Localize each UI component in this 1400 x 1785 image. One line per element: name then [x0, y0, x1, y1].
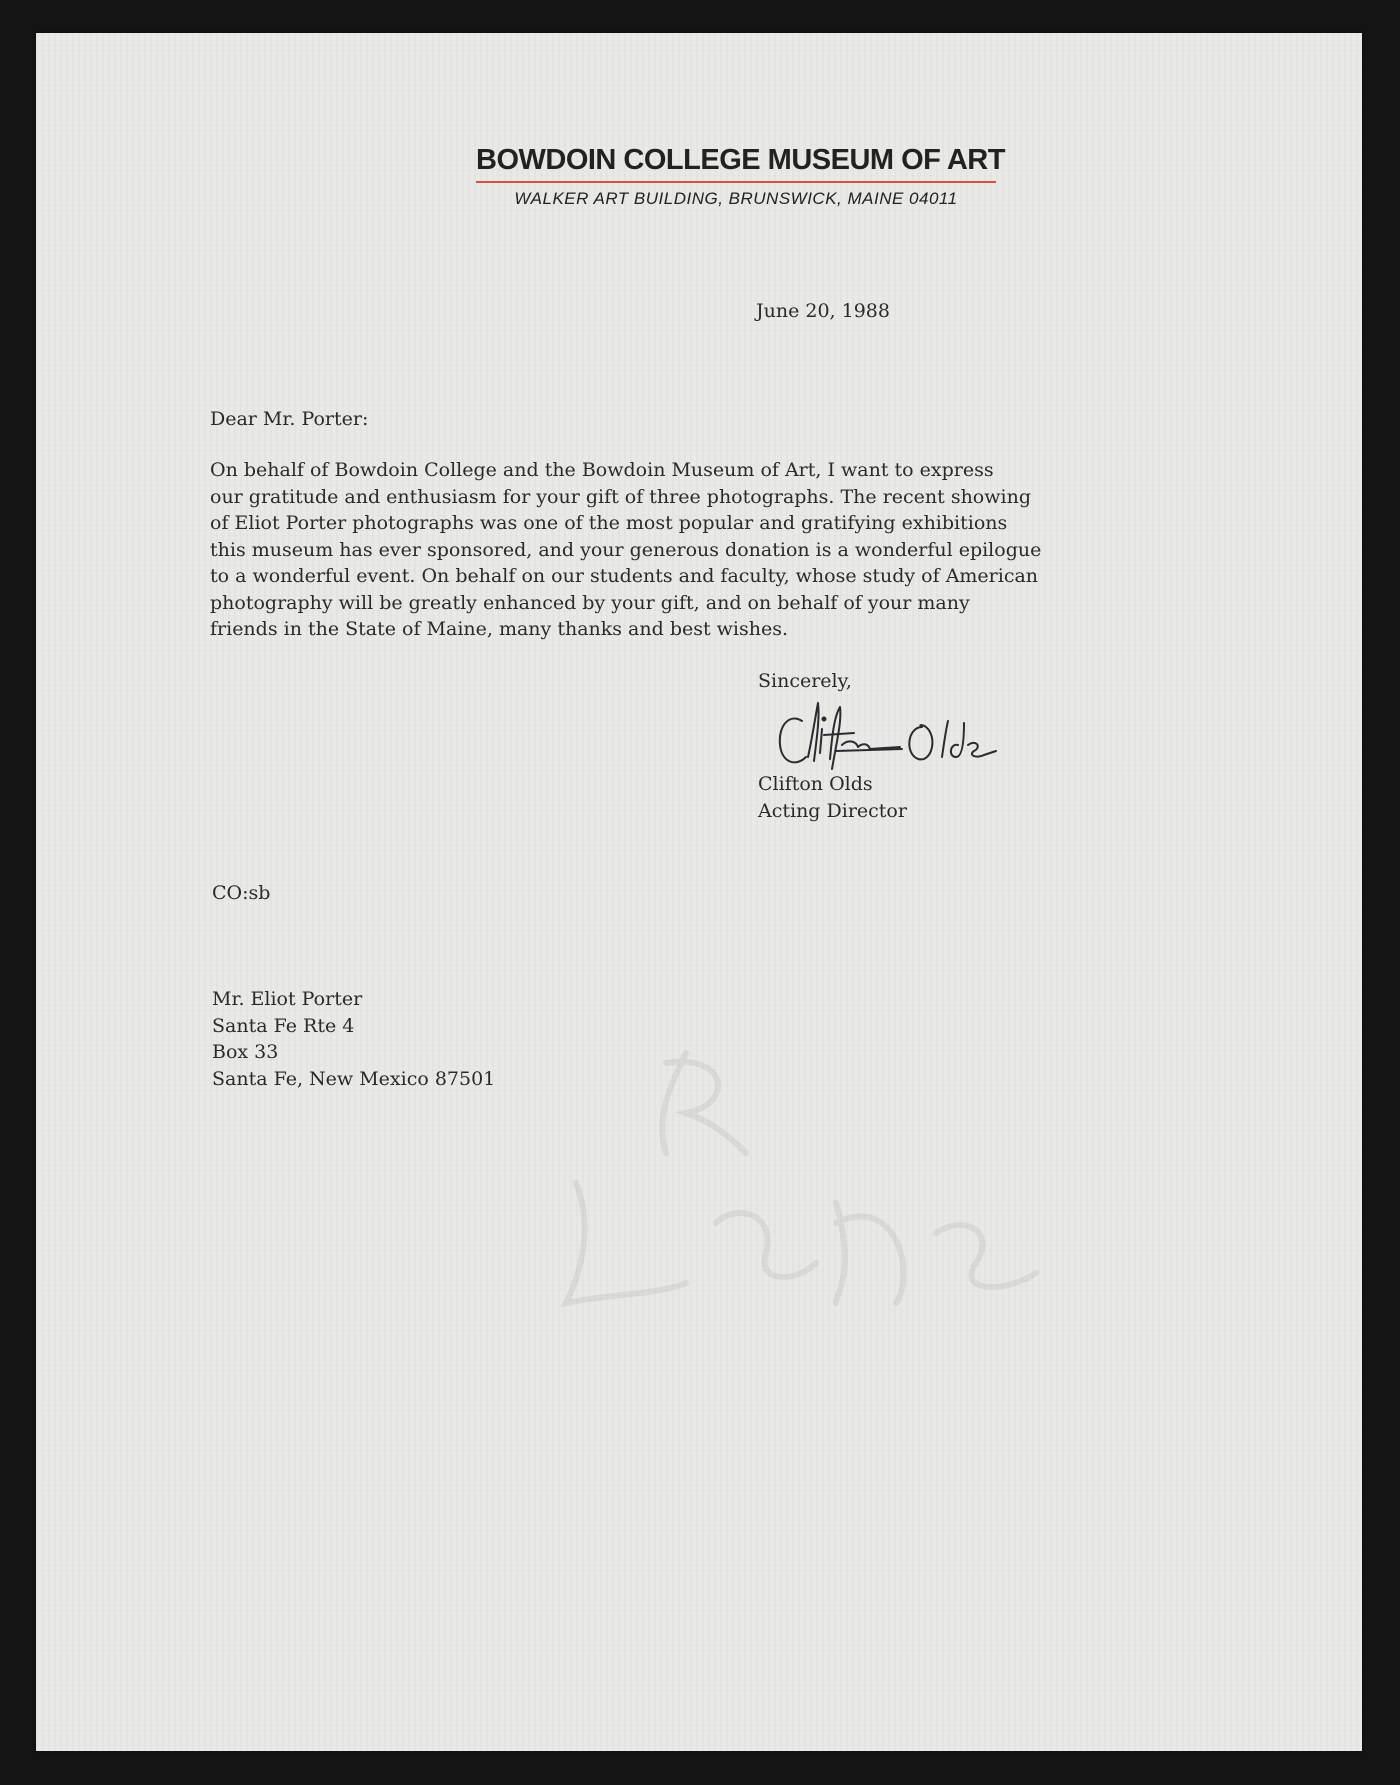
body-line: friends in the State of Maine, many thanks and best wishes.: [210, 618, 789, 640]
closing: Sincerely,: [758, 670, 852, 692]
letterhead-address: WALKER ART BUILDING, BRUNSWICK, MAINE 04011: [514, 189, 958, 208]
letterhead-rule: [476, 181, 996, 183]
letterhead: [476, 143, 1005, 209]
address-line: Mr. Eliot Porter: [212, 988, 363, 1010]
letter-date: June 20, 1988: [756, 300, 890, 322]
letter-page: [36, 33, 1362, 1751]
body-line: On behalf of Bowdoin College and the Bowdoin Museum of Art, I want to express: [210, 459, 994, 481]
handwritten-signature: [772, 693, 1002, 773]
address-line: Santa Fe, New Mexico 87501: [212, 1067, 496, 1090]
recipient-address: [212, 986, 495, 1092]
signer-name: Clifton Olds: [758, 773, 873, 795]
body-line: of Eliot Porter photographs was one of the most popular and gratifying exhibitions: [210, 512, 1008, 534]
address-line: Santa Fe Rte 4: [212, 1014, 355, 1037]
bleed-through-watermark: [536, 1033, 1056, 1393]
body-line: our gratitude and enthusiasm for your gift of three photographs. The recent showing: [210, 485, 1031, 508]
signer-block: [758, 771, 907, 824]
letter-body: [210, 457, 1041, 643]
signer-title: Acting Director: [758, 799, 907, 822]
body-line: to a wonderful event. On behalf on our students and faculty, whose study of American: [210, 565, 1039, 587]
salutation: Dear Mr. Porter:: [210, 408, 369, 430]
body-line: photography will be greatly enhanced by your gift, and on behalf of your many: [210, 591, 970, 614]
address-line: Box 33: [212, 1041, 279, 1063]
letterhead-name: BOWDOIN COLLEGE MUSEUM OF ART: [476, 144, 1005, 176]
reference-initials: CO:sb: [212, 882, 271, 904]
body-line: this museum has ever sponsored, and your generous donation is a wonderful epilogue: [210, 538, 1042, 561]
